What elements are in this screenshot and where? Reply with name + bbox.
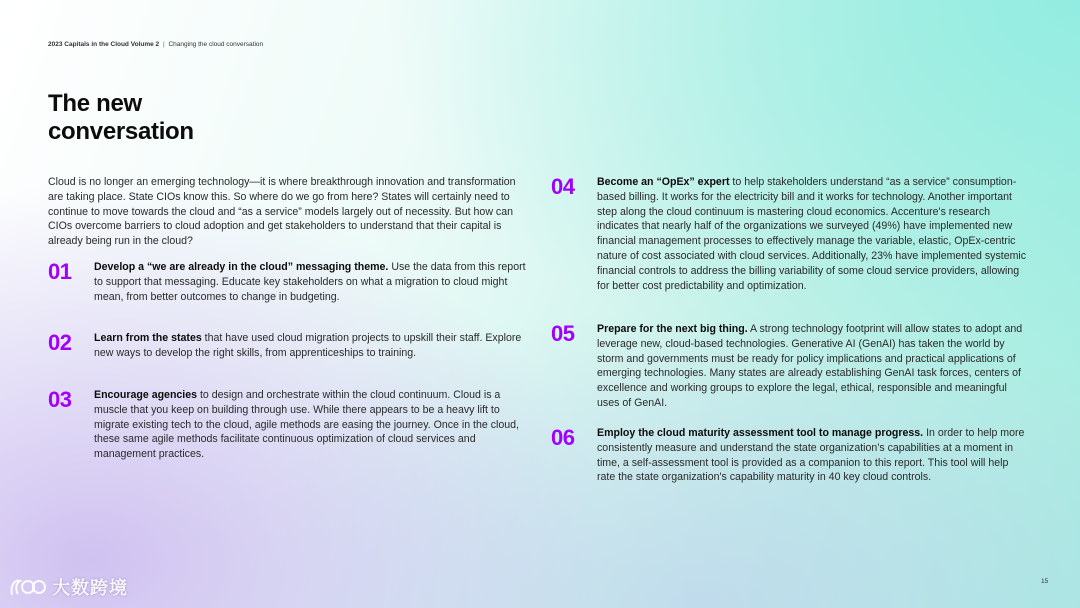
item-lead: Prepare for the next big thing.	[597, 323, 748, 335]
item-lead: Develop a “we are already in the cloud” messaging theme.	[94, 261, 389, 273]
page-title	[48, 90, 194, 146]
item-number: 06	[551, 425, 575, 450]
item-body: to design and orchestrate within the cloud continuum. Cloud is a muscle that you keep on building through use. While there appears to be a heavy lift to migrate existing tech to the cloud, agile methods are easing the journey. Once in the cloud, these same agile methods facilitate continuous optimization of cloud services and management practices.	[94, 389, 519, 461]
item-number: 04	[551, 174, 575, 199]
report-header	[48, 41, 263, 48]
watermark	[8, 574, 128, 600]
watermark-logo-icon	[8, 575, 48, 599]
item-text	[94, 260, 528, 304]
item-body: that have used cloud migration projects to upskill their staff. Explore new ways to develop the right skills, from apprenticeships to training.	[94, 332, 522, 359]
page-number: 15	[1041, 578, 1049, 585]
item-text	[597, 322, 1027, 411]
recommendation-03	[48, 388, 528, 462]
item-body: to help stakeholders understand “as a service” consumption-based billing. It works for the electricity bill and it works for technology. Another important step along the cloud continuum is mastering cloud economics. Accenture's research indicates that nearly half of the organizations we surveyed (49%) have implemented new financial management processes to effectively manage the variable, elastic, OpEx-centric nature of cost associated with cloud services. Additionally, 23% have implemented systemic financial controls to address the billing variability of some cloud service providers, allowing for better cost predictability and optimization.	[597, 176, 1027, 292]
item-text	[597, 426, 1027, 485]
item-body: In order to help more consistently measure and understand the state organization's capabilities at a moment in time, a self-assessment tool is provided as a companion to this report. This tool will help rate the state organization's capability maturity in 40 key cloud controls.	[597, 427, 1025, 484]
section-title: Changing the cloud conversation	[168, 41, 264, 48]
recommendation-02	[48, 331, 528, 361]
recommendation-04	[551, 175, 1027, 293]
header-separator: |	[162, 41, 165, 48]
item-body: Use the data from this report to support that messaging. Educate key stakeholders on what a migration to cloud might mean, from better outcomes to change in budgeting.	[94, 261, 526, 303]
intro-paragraph: Cloud is no longer an emerging technology—it is where breakthrough innovation and transformation are taking place. State CIOs know this. So where do we go from here? States will certainly need to continue to move towards the cloud and “as a service” models largely out of necessity. But how can CIOs overcome barriers to cloud adoption and get stakeholders to understand that their capital is already being run in the cloud?	[48, 176, 516, 248]
item-text	[597, 175, 1027, 293]
watermark-text: 大数跨境	[52, 578, 128, 598]
item-number: 03	[48, 387, 72, 412]
recommendation-06	[551, 426, 1027, 485]
item-body: A strong technology footprint will allow states to adopt and leverage new, cloud-based technologies. Generative AI (GenAI) has taken the world by storm and governments must be ready for policy implications and practical applications of emerging technologies. Many states are already establishing GenAI task forces, centers of excellence and working groups to explore the legal, ethical, responsible and meaningful uses of GenAI.	[597, 323, 1023, 409]
item-text	[94, 388, 528, 462]
page-title-line-2: conversation	[48, 118, 194, 145]
item-number: 02	[48, 330, 72, 355]
item-lead: Encourage agencies	[94, 389, 198, 401]
item-lead: Learn from the states	[94, 332, 202, 344]
item-lead: Employ the cloud maturity assessment tool to manage progress.	[597, 427, 924, 439]
item-number: 05	[551, 321, 575, 346]
recommendation-05	[551, 322, 1027, 411]
item-number: 01	[48, 259, 72, 284]
recommendation-01	[48, 260, 528, 304]
report-title: 2023 Capitals in the Cloud Volume 2	[48, 41, 160, 48]
item-lead: Become an “OpEx” expert	[597, 176, 730, 188]
page-title-line-1: The new	[48, 90, 142, 117]
item-text	[94, 331, 528, 361]
